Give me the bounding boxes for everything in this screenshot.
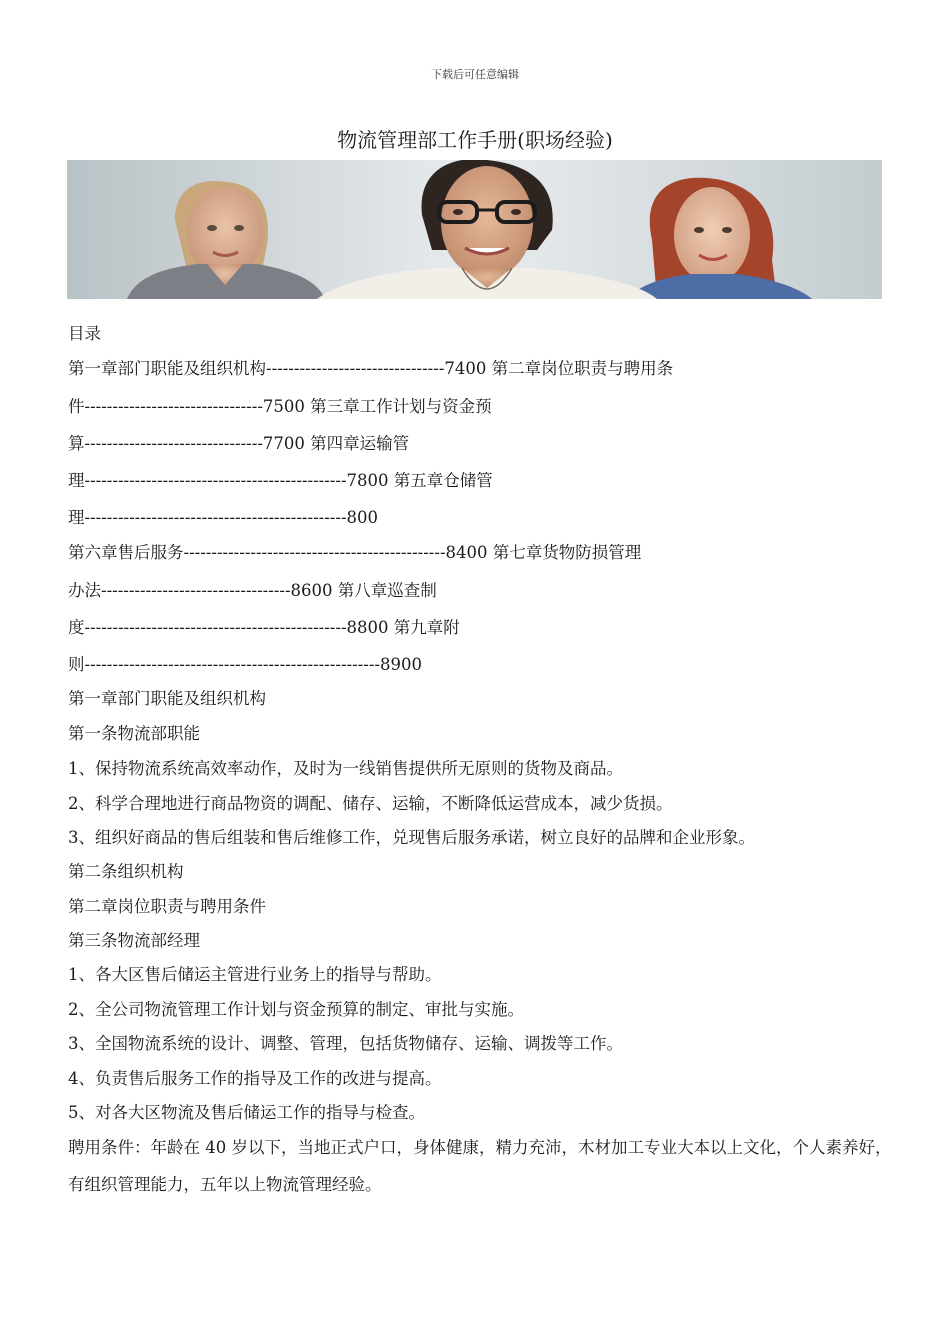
toc-line: 则-----------------------------------------------------8900 xyxy=(68,655,422,674)
header-note: 下载后可任意编辑 xyxy=(431,68,519,81)
list-item: 3、组织好商品的售后组装和售后维修工作，兑现售后服务承诺，树立良好的品牌和企业形象。 xyxy=(68,828,755,847)
page-title: 物流管理部工作手册(职场经验) xyxy=(337,128,613,152)
toc-line: 算--------------------------------7700 第四章运输管 xyxy=(68,434,410,453)
toc-line: 第一章部门职能及组织机构--------------------------------7400 第二章岗位职责与聘用条 xyxy=(68,359,674,378)
toc-heading: 目录 xyxy=(68,324,101,343)
list-item: 2、全公司物流管理工作计划与资金预算的制定、审批与实施。 xyxy=(68,1000,524,1019)
article-heading: 第三条物流部经理 xyxy=(68,931,200,950)
article-heading: 第二条组织机构 xyxy=(68,862,184,881)
list-item: 5、对各大区物流及售后储运工作的指导与检查。 xyxy=(68,1103,425,1122)
chapter-heading: 第二章岗位职责与聘用条件 xyxy=(68,897,266,916)
list-item: 3、全国物流系统的设计、调整、管理，包括货物储存、运输、调拨等工作。 xyxy=(68,1034,623,1053)
list-item: 1、保持物流系统高效率动作，及时为一线销售提供所无原则的货物及商品。 xyxy=(68,759,623,778)
article-heading: 第一条物流部职能 xyxy=(68,724,200,743)
chapter-heading: 第一章部门职能及组织机构 xyxy=(68,689,266,708)
list-item: 1、各大区售后储运主管进行业务上的指导与帮助。 xyxy=(68,965,442,984)
hiring-conditions: 聘用条件：年龄在 40 岁以下，当地正式户口，身体健康，精力充沛，木材加工专业大本以上文化，个人素养好，有组织管理能力，五年以上物流管理经验。 xyxy=(68,1138,892,1194)
list-item: 4、负责售后服务工作的指导及工作的改进与提高。 xyxy=(68,1069,442,1088)
toc-line: 件--------------------------------7500 第三章工作计划与资金预 xyxy=(68,397,492,416)
toc-line: 理-----------------------------------------------800 xyxy=(68,508,379,527)
banner-photo xyxy=(67,160,882,299)
toc-line: 度-----------------------------------------------8800 第九章附 xyxy=(68,618,460,637)
toc-line: 第六章售后服务-----------------------------------------------8400 第七章货物防损管理 xyxy=(68,543,642,562)
toc-line: 办法----------------------------------8600 第八章巡查制 xyxy=(68,581,437,600)
list-item: 2、科学合理地进行商品物资的调配、储存、运输，不断降低运营成本，减少货损。 xyxy=(68,794,673,813)
toc-line: 理-----------------------------------------------7800 第五章仓储管 xyxy=(68,471,493,490)
banner-photo-illustration xyxy=(67,160,882,299)
